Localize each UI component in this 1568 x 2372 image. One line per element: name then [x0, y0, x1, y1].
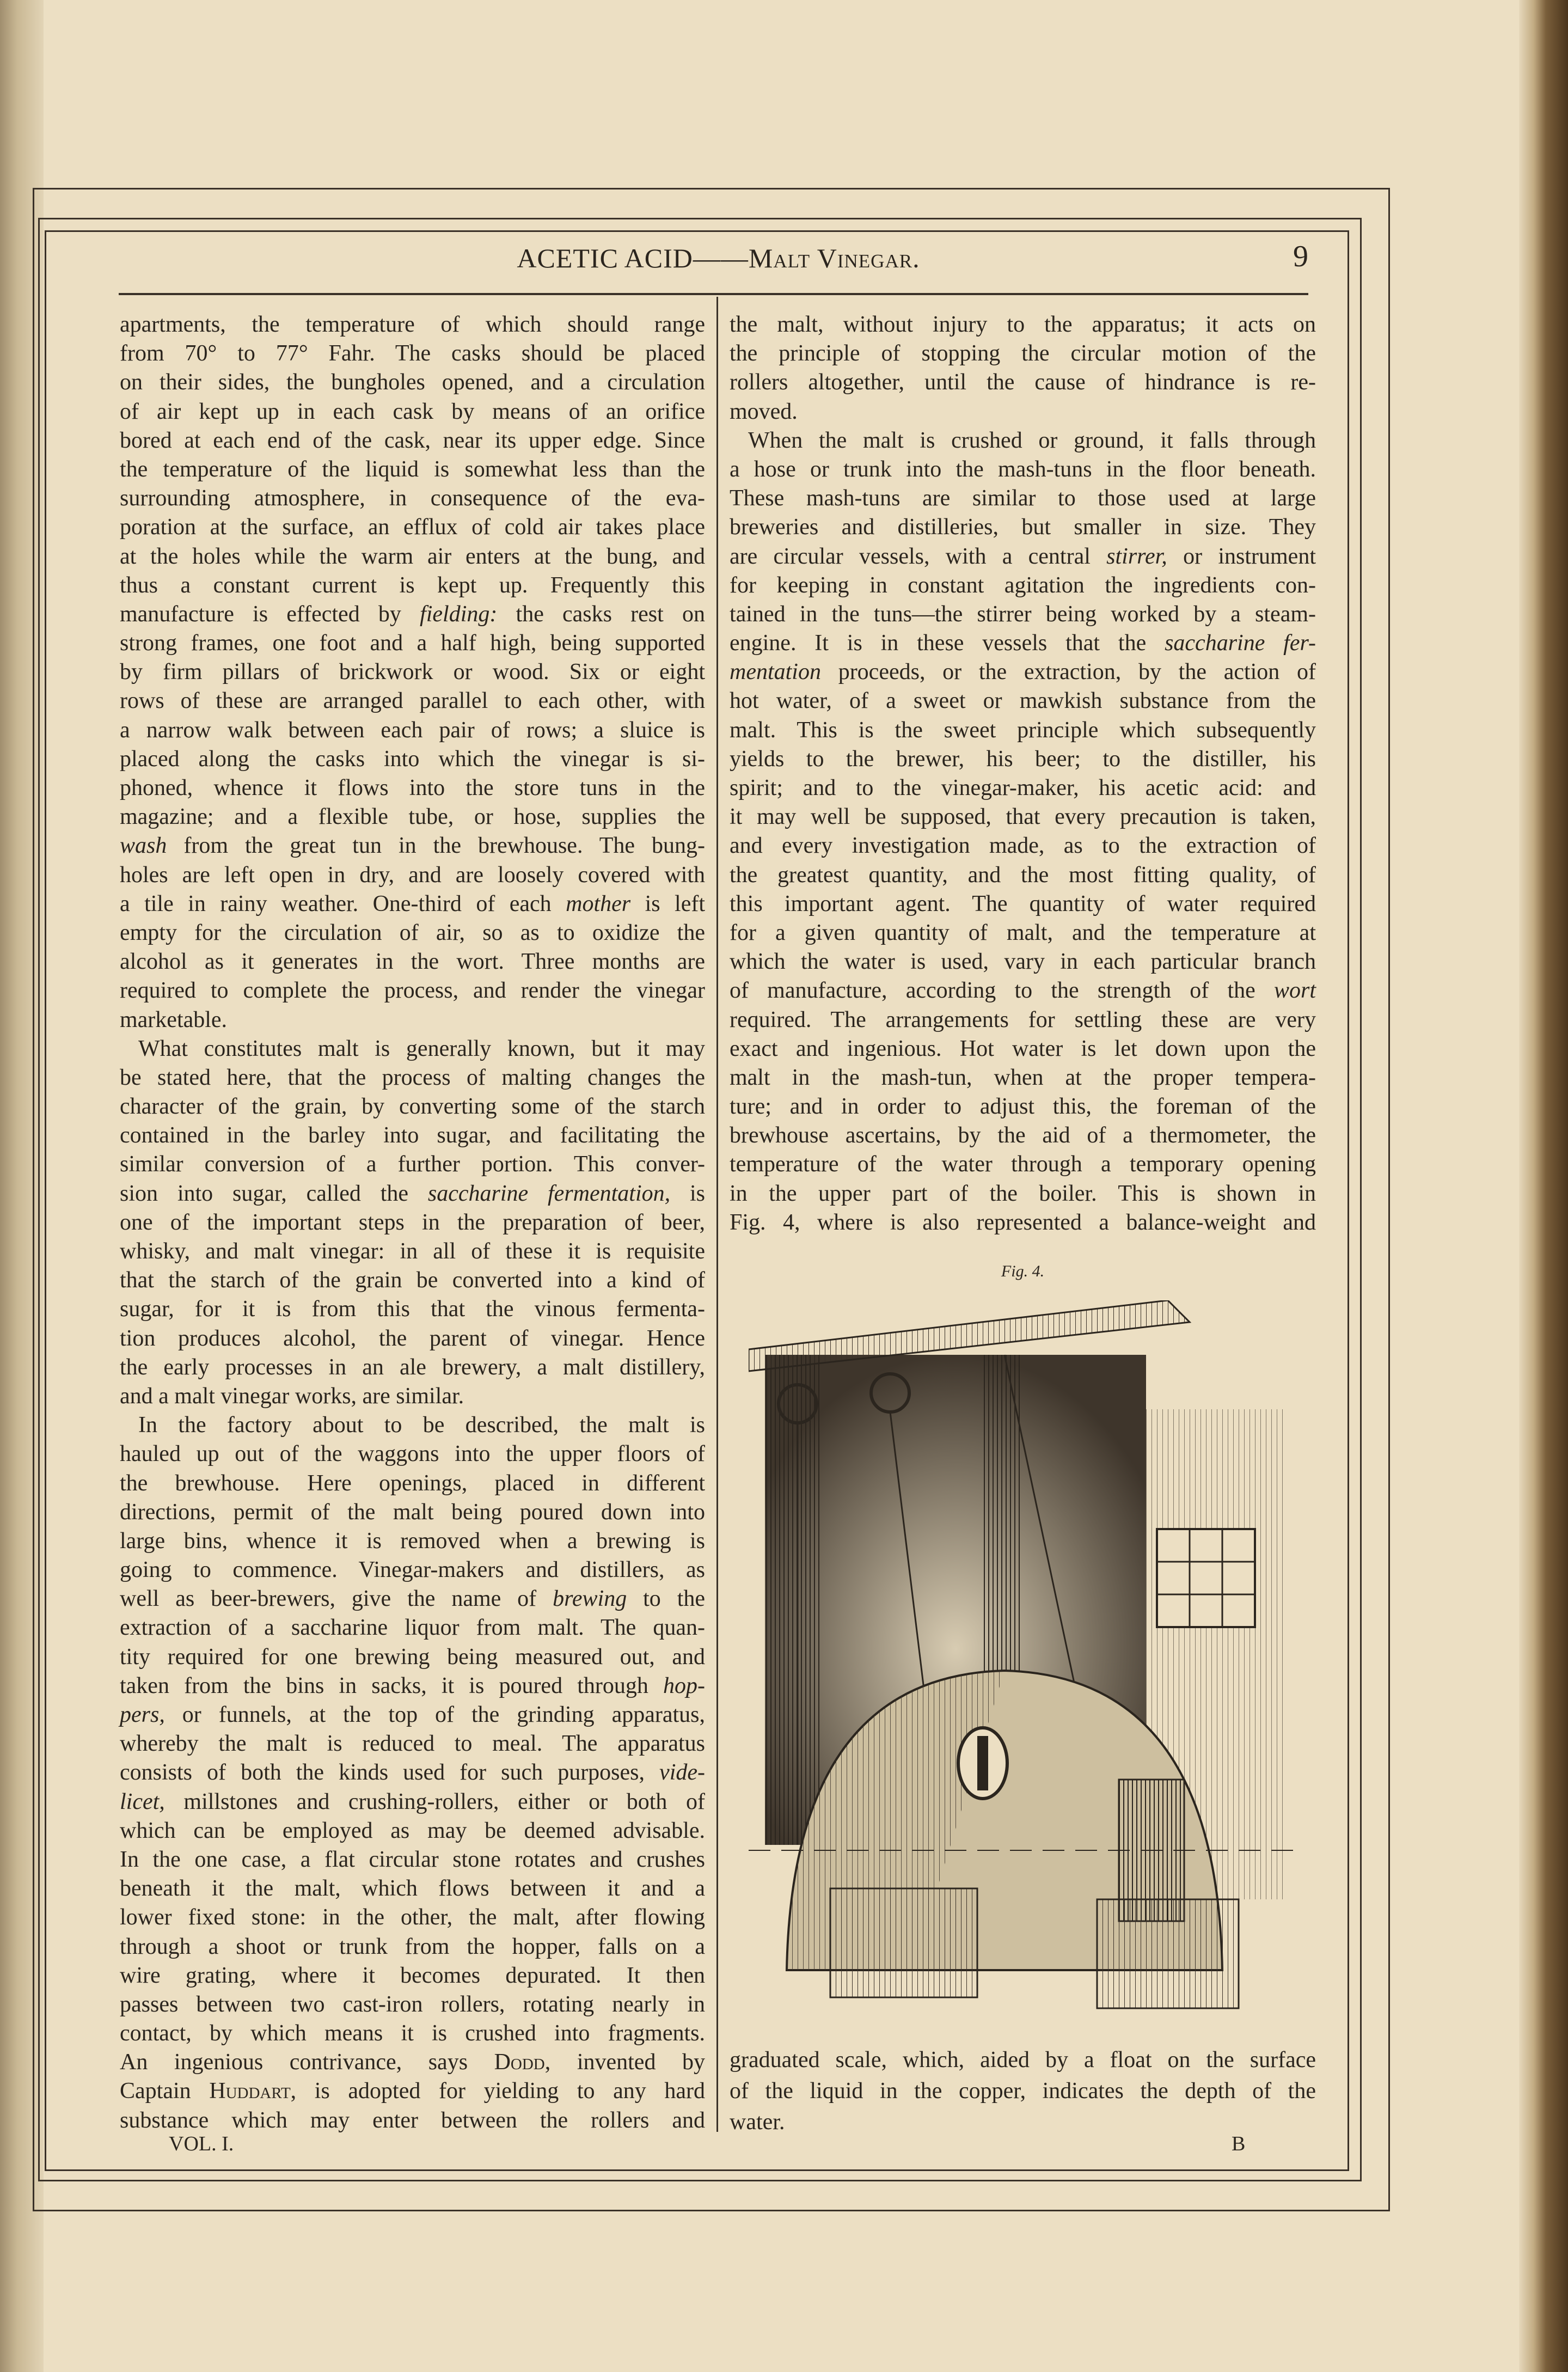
- text-line: through a shoot or trunk from the hopper, falls on a: [120, 1934, 705, 1959]
- text-line: [120, 2077, 705, 2106]
- text-run: well as beer-brewers, give the name of: [120, 1586, 553, 1612]
- text-line: going to commence. Vinegar-makers and distillers, as: [120, 1557, 705, 1583]
- text-line: malt. This is the sweet principle which subsequently: [730, 717, 1316, 743]
- text-line: tained in the tuns—the stirrer being worked by a steam-: [730, 601, 1316, 627]
- text-line: on their sides, the bungholes opened, and a circulation: [120, 370, 705, 395]
- text-run: or funnels, at the top of the grinding apparatus,: [164, 1702, 705, 1727]
- text-run: a tile in rainy weather. One-third of each: [120, 891, 566, 916]
- text-line: contact, by which means it is crushed into fragments.: [120, 2021, 705, 2046]
- text-run: , invented by: [544, 2050, 705, 2075]
- text-line: spirit; and to the vinegar-maker, his acetic acid: and: [730, 775, 1316, 800]
- italic-term: wort: [1273, 978, 1316, 1004]
- italic-term: saccharine fermentation,: [427, 1181, 671, 1206]
- text-line: water.: [730, 2110, 785, 2135]
- text-line: the malt, without injury to the apparatus; it acts on: [730, 312, 1316, 337]
- text-line: [730, 658, 1316, 687]
- text-line: [120, 1672, 705, 1701]
- text-line: similar conversion of a further portion. This conver-: [120, 1152, 705, 1177]
- italic-term: licet,: [120, 1789, 165, 1814]
- italic-term: pers,: [120, 1702, 165, 1727]
- text-line: [730, 629, 1316, 658]
- text-line: tity required for one brewing being measured out, and: [120, 1644, 705, 1670]
- text-line: [120, 832, 705, 860]
- italic-term: stirrer,: [1106, 543, 1167, 569]
- text-line: alcohol as it generates in the wort. Three months are: [120, 949, 705, 975]
- text-line: by firm pillars of brickwork or wood. Six or eight: [120, 659, 705, 685]
- text-line: tion produces alcohol, the parent of vinegar. Hence: [120, 1325, 705, 1351]
- box-left: [830, 1888, 977, 1997]
- text-line: placed along the casks into which the vinegar is si-: [120, 746, 705, 772]
- page-number: 9: [1293, 240, 1308, 273]
- text-run: Captain: [120, 2078, 210, 2104]
- text-line: and every investigation made, as to the extraction of: [730, 833, 1316, 859]
- text-run: manufacture is effected by: [120, 601, 420, 627]
- text-line: bored at each end of the cask, near its upper edge. Since: [120, 427, 705, 453]
- text-run: sion into sugar, called the: [120, 1181, 428, 1206]
- text-line: thus a constant current is kept up. Frequently this: [120, 572, 705, 598]
- text-line: beneath it the malt, which flows between it and a: [120, 1876, 705, 1902]
- text-line: These mash-tuns are similar to those used at large: [730, 486, 1316, 511]
- small-caps-name: Huddart: [209, 2078, 291, 2104]
- text-line: exact and ingenious. Hot water is let down upon the: [730, 1036, 1316, 1061]
- text-line: What constitutes malt is generally known, but it may: [138, 1036, 705, 1061]
- text-line: substance which may enter between the rollers and: [120, 2107, 705, 2133]
- text-line: the brewhouse. Here openings, placed in different: [120, 1470, 705, 1496]
- text-line: brewhouse ascertains, by the aid of a thermometer, the: [730, 1123, 1316, 1148]
- window: [1157, 1529, 1255, 1627]
- italic-term: wash: [120, 833, 167, 859]
- text-line: temperature of the water through a temporary opening: [730, 1152, 1316, 1177]
- left-wall: [765, 1355, 819, 1845]
- box-right: [1097, 1899, 1239, 2008]
- italic-term: fielding:: [420, 601, 498, 627]
- text-line: sugar, for it is from this that the vinous fermenta-: [120, 1297, 705, 1322]
- text-line: from 70° to 77° Fahr. The casks should be placed: [120, 341, 705, 366]
- text-run: the casks rest on: [497, 601, 705, 627]
- italic-term: mother: [566, 891, 631, 916]
- text-line: the principle of stopping the circular motion of the: [730, 341, 1316, 366]
- text-run: consists of both the kinds used for such purposes,: [120, 1760, 660, 1786]
- left-column: [120, 310, 705, 2135]
- text-line: hot water, of a sweet or mawkish substance from the: [730, 688, 1316, 714]
- running-header: [121, 242, 1316, 275]
- text-line: the temperature of the liquid is somewhat less than the: [120, 456, 705, 482]
- text-line: ture; and in order to adjust this, the foreman of the: [730, 1094, 1316, 1120]
- text-line: a narrow walk between each pair of rows; a sluice is: [120, 717, 705, 743]
- text-run: is: [670, 1181, 706, 1206]
- text-line: of the liquid in the copper, indicates the depth of the: [730, 2078, 1316, 2104]
- text-line: rows of these are arranged parallel to each other, with: [120, 688, 705, 714]
- text-line: [120, 2048, 705, 2077]
- text-line: marketable.: [120, 1007, 228, 1032]
- text-line: [120, 1701, 705, 1729]
- text-line: required. The arrangements for settling these are very: [730, 1007, 1316, 1032]
- text-line: one of the important steps in the preparation of beer,: [120, 1209, 705, 1235]
- text-line: yields to the brewer, his beer; to the distiller, his: [730, 746, 1316, 772]
- text-line: character of the grain, by converting some of the starch: [120, 1094, 705, 1120]
- title-main: ACETIC ACID——: [517, 243, 749, 273]
- italic-term: vide-: [659, 1760, 705, 1786]
- text-line: and a malt vinegar works, are similar.: [120, 1383, 464, 1409]
- text-line: moved.: [730, 399, 798, 424]
- small-caps-name: Dodd: [494, 2050, 545, 2075]
- text-line: of air kept up in each cask by means of an orifice: [120, 399, 705, 424]
- text-run: of manufacture, according to the strength of the: [730, 978, 1274, 1004]
- text-run: , is adopted for yielding to any hard: [290, 2078, 705, 2104]
- text-line: holes are left open in dry, and are loosely covered with: [120, 862, 705, 888]
- text-run: or instrument: [1167, 543, 1316, 569]
- text-line: which can be employed as may be deemed advisable.: [120, 1818, 705, 1843]
- text-line: which the water is used, vary in each particular branch: [730, 949, 1316, 975]
- text-line: for a given quantity of malt, and the temperature at: [730, 920, 1316, 945]
- text-line: strong frames, one foot and a half high, being supported: [120, 631, 705, 656]
- text-line: at the holes while the warm air enters at the bung, and: [120, 543, 705, 569]
- text-line: [120, 600, 705, 629]
- text-line: wire grating, where it becomes depurated. It then: [120, 1963, 705, 1988]
- italic-term: saccharine fer-: [1165, 631, 1316, 656]
- text-line: this important agent. The quantity of water required: [730, 891, 1316, 916]
- text-run: is left: [630, 891, 705, 916]
- text-line: breweries and distilleries, but smaller in size. They: [730, 515, 1316, 540]
- text-run: taken from the bins in sacks, it is poured through: [120, 1673, 663, 1698]
- text-run: are circular vessels, with a central: [730, 543, 1107, 569]
- text-line: [120, 1585, 705, 1613]
- text-line: that the starch of the grain be converted into a kind of: [120, 1268, 705, 1293]
- text-line: [120, 1758, 705, 1787]
- text-line: Fig. 4, where is also represented a balance-weight and: [730, 1209, 1316, 1235]
- text-line: In the one case, a flat circular stone rotates and crushes: [120, 1847, 705, 1872]
- signature-mark: B: [1232, 2132, 1246, 2155]
- column-divider: [716, 297, 718, 2132]
- text-line: whisky, and malt vinegar: in all of these it is requisite: [120, 1239, 705, 1264]
- text-line: a hose or trunk into the mash-tuns in the floor beneath.: [730, 456, 1316, 482]
- figure-mash-tun-illustration: [749, 1300, 1301, 2027]
- text-line: poration at the surface, an efflux of cold air takes place: [120, 515, 705, 540]
- right-column-after-figure: [730, 2045, 1316, 2138]
- text-run: to the: [627, 1586, 706, 1612]
- right-column: [730, 310, 1316, 1237]
- text-run: An ingenious contrivance, says: [120, 2050, 494, 2075]
- text-line: required to complete the process, and render the vinegar: [120, 978, 705, 1004]
- text-line: contained in the barley into sugar, and facilitating the: [120, 1123, 705, 1148]
- text-line: in the upper part of the boiler. This is shown in: [730, 1181, 1316, 1206]
- text-line: hauled up out of the waggons into the upper floors of: [120, 1441, 705, 1467]
- text-line: [120, 1179, 705, 1208]
- header-rule: [119, 293, 1308, 295]
- italic-term: hop-: [663, 1673, 705, 1698]
- text-line: be stated here, that the process of malting changes the: [120, 1065, 705, 1090]
- text-line: [730, 976, 1316, 1005]
- text-line: lower fixed stone: in the other, the malt, after flowing: [120, 1905, 705, 1930]
- text-line: it may well be supposed, that every precaution is taken,: [730, 804, 1316, 830]
- text-line: magazine; and a flexible tube, or hose, supplies the: [120, 804, 705, 830]
- text-line: empty for the circulation of air, so as to oxidize the: [120, 920, 705, 945]
- text-line: the early processes in an ale brewery, a malt distillery,: [120, 1354, 705, 1380]
- text-line: malt in the mash-tun, when at the proper tempera-: [730, 1065, 1316, 1090]
- text-line: graduated scale, which, aided by a float on the surface: [730, 2047, 1316, 2073]
- figure-caption: Fig. 4.: [1001, 1262, 1045, 1280]
- text-line: apartments, the temperature of which should range: [120, 312, 705, 337]
- title-sub: Malt Vinegar.: [748, 243, 920, 273]
- text-line: [730, 542, 1316, 571]
- text-line: whereby the malt is reduced to meal. The apparatus: [120, 1731, 705, 1757]
- text-line: When the malt is crushed or ground, it falls through: [748, 427, 1316, 453]
- text-line: directions, permit of the malt being poured down into: [120, 1499, 705, 1525]
- text-line: large bins, whence it is removed when a brewing is: [120, 1528, 705, 1554]
- text-run: proceeds, or the extraction, by the action of: [820, 659, 1316, 685]
- text-line: phoned, whence it flows into the store tuns in the: [120, 775, 705, 800]
- text-line: [120, 1788, 705, 1817]
- text-line: surrounding atmosphere, in consequence of the eva-: [120, 486, 705, 511]
- text-line: rollers altogether, until the cause of hindrance is re-: [730, 370, 1316, 395]
- running-title: [121, 242, 1316, 274]
- text-run: engine. It is in these vessels that the: [730, 631, 1165, 656]
- text-line: [120, 890, 705, 919]
- text-line: passes between two cast-iron rollers, rotating nearly in: [120, 1991, 705, 2017]
- text-line: extraction of a saccharine liquor from malt. The quan-: [120, 1615, 705, 1641]
- text-line: the greatest quantity, and the most fitting quality, of: [730, 862, 1316, 888]
- text-line: In the factory about to be described, the malt is: [138, 1413, 705, 1438]
- text-line: for keeping in constant agitation the ingredients con-: [730, 572, 1316, 598]
- italic-term: brewing: [553, 1586, 627, 1612]
- page-edge: [1519, 0, 1568, 2372]
- text-run: millstones and crushing-rollers, either or both of: [164, 1789, 705, 1814]
- italic-term: mentation: [730, 659, 821, 685]
- text-run: from the great tun in the brewhouse. The bung-: [167, 833, 705, 859]
- volume-label: VOL. I.: [169, 2132, 234, 2155]
